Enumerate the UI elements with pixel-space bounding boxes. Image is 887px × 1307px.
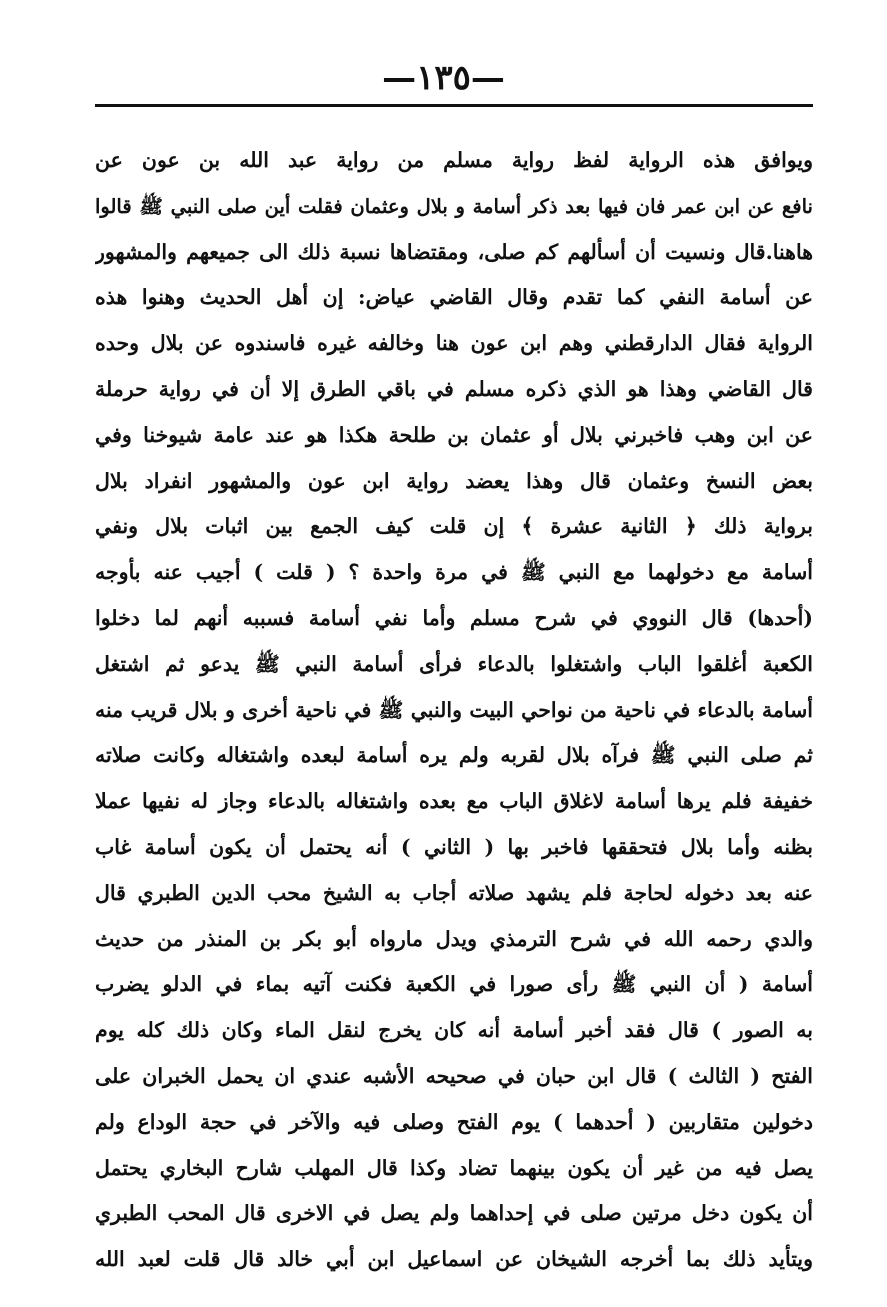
text-line: خفيفة فلم يرها أسامة لاغلاق الباب مع بعده واشتغاله بالدعاء وجاز له نفيها عملا (95, 789, 813, 814)
text-line: الفتح ( الثالث ) قال ابن حبان في صحيحه الأشبه عندي ان يحمل الخبران على (95, 1063, 813, 1088)
text-line: عنه بعد دخوله لحاجة فلم يشهد صلاته أجاب به الشيخ محب الدين الطبري قال (95, 880, 813, 905)
page-number: —١٣٥— (382, 58, 505, 98)
text-line: ثم صلى النبي ﷺ فرآه بلال لقربه ولم يره أسامة لبعده واشتغاله وكانت صلاته (95, 743, 813, 768)
text-line: أسامة بالدعاء في ناحية من نواحي البيت والنبي ﷺ في ناحية أخرى و بلال قريب منه (95, 697, 813, 722)
text-line: أسامة ( أن النبي ﷺ رأى صورا في الكعبة فكنت آتيه بماء في الدلو يضرب (95, 972, 813, 997)
text-line: الكعبة أغلقوا الباب واشتغلوا بالدعاء فرأى أسامة النبي ﷺ يدعو ثم اشتغل (95, 651, 813, 676)
text-line: عن أسامة النفي كما تقدم وقال القاضي عياض: إن أهل الحديث وهنوا هذه (95, 285, 813, 310)
text-line: به الصور ) قال فقد أخبر أسامة أنه كان يخرج لنقل الماء وكان ذلك كله يوم (95, 1018, 813, 1043)
text-line: برواية ذلك ﴿ الثانية عشرة ﴾ إن قلت كيف الجمع بين اثبات بلال ونفي (95, 514, 813, 539)
text-line: قال القاضي وهذا هو الذي ذكره مسلم في باقي الطرق إلا أن في رواية حرملة (95, 376, 813, 401)
text-line: أسامة مع دخولهما مع النبي ﷺ في مرة واحدة ؟ ( قلت ) أجيب عنه بأوجه (95, 560, 813, 585)
text-line: دخولين متقاربين ( أحدهما ) يوم الفتح وصلى فيه والآخر في حجة الوداع ولم (95, 1109, 813, 1134)
text-line: نافع عن ابن عمر فان فيها بعد ذكر أسامة و بلال وعثمان فقلت أين صلى النبي ﷺ قالوا (95, 194, 813, 218)
text-line: والدي رحمه الله في شرح الترمذي ويدل مارواه أبو بكر بن المنذر من حديث (95, 926, 813, 951)
body-text (95, 138, 813, 1283)
text-line: ويوافق هذه الرواية لفظ رواية مسلم من رواية عبد الله بن عون عن (95, 148, 813, 172)
text-line: عن ابن وهب فاخبرني بلال أو عثمان بن طلحة هكذا هو عند عامة شيوخنا وفي (95, 422, 813, 447)
header-rule (95, 104, 813, 107)
text-line: أن يكون دخل مرتين صلى في إحداهما ولم يصل في الاخرى قال المحب الطبري (95, 1201, 813, 1226)
text-line: بعض النسخ وعثمان قال وهذا يعضد رواية ابن عون والمشهور انفراد بلال (95, 468, 813, 493)
text-line: (أحدها) قال النووي في شرح مسلم وأما نفي أسامة فسببه أنهم لما دخلوا (95, 605, 813, 630)
text-line: ويتأيد ذلك بما أخرجه الشيخان عن اسماعيل ابن أبي خالد قال قلت لعبد الله (95, 1247, 813, 1272)
text-line: الرواية فقال الدارقطني وهم ابن عون هنا وخالفه غيره فاسندوه عن بلال وحده (95, 331, 813, 356)
text-line: هاهنا.قال ونسيت أن أسألهم كم صلى، ومقتضاها نسبة ذلك الى جميعهم والمشهور (95, 239, 813, 264)
text-line: يصل فيه من غير أن يكون بينهما تضاد وكذا قال المهلب شارح البخاري يحتمل (95, 1155, 813, 1180)
text-line: بظنه وأما بلال فتحققها فاخبر بها ( الثاني ) أنه يحتمل أن يكون أسامة غاب (95, 834, 813, 859)
